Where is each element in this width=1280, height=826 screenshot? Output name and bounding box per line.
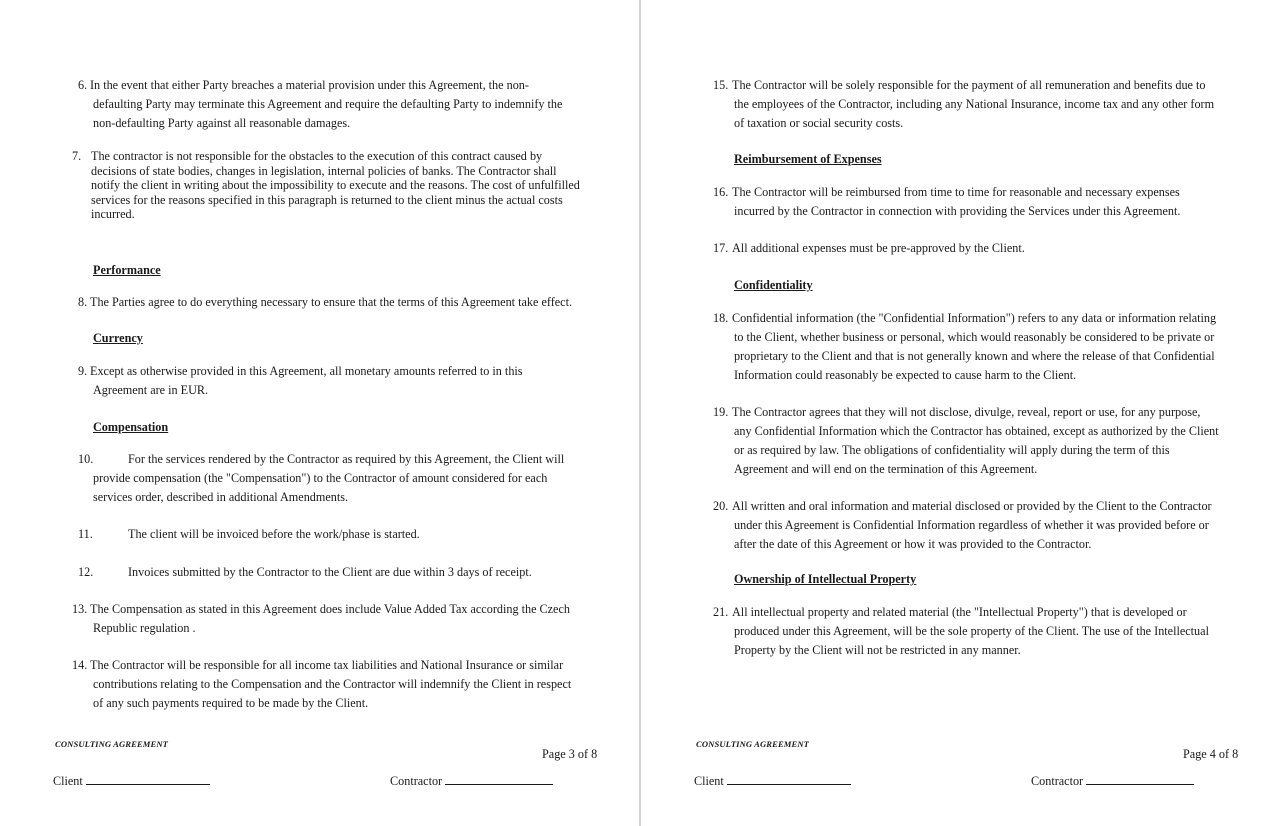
clause-number: 21. bbox=[713, 605, 729, 619]
clause-line: Invoices submitted by the Contractor to the Client are due within 3 days of receipt. bbox=[128, 565, 532, 579]
clause-line: Agreement are in EUR. bbox=[93, 383, 209, 397]
clause-line: under this Agreement is Confidential Information regardless of whether it was provided before or bbox=[734, 518, 1209, 532]
client-signature-field bbox=[53, 774, 210, 789]
clause-number: 16. bbox=[713, 185, 729, 199]
clause-line: Information could reasonably be expected to cause harm to the Client. bbox=[734, 368, 1077, 382]
clause-8 bbox=[78, 293, 572, 312]
clause-number: 18. bbox=[713, 311, 729, 325]
contractor-signature-label: Contractor bbox=[1031, 774, 1084, 788]
client-signature-field bbox=[694, 774, 851, 789]
contractor-signature-label: Contractor bbox=[390, 774, 443, 788]
clause-17 bbox=[713, 239, 1025, 258]
section-heading-reimbursement: Reimbursement of Expenses bbox=[734, 152, 882, 166]
clause-number: 14. bbox=[72, 658, 88, 672]
clause-line: defaulting Party may terminate this Agreement and require the defaulting Party to indemnify the bbox=[93, 97, 563, 111]
clause-15 bbox=[713, 76, 1214, 133]
clause-line: contributions relating to the Compensation and the Contractor will indemnify the Client in respect bbox=[93, 677, 572, 691]
clause-line: provide compensation (the "Compensation") to the Contractor of amount considered for each bbox=[93, 471, 548, 485]
clause-13 bbox=[72, 600, 570, 638]
clause-20 bbox=[713, 497, 1212, 554]
clause-line: of taxation or social security costs. bbox=[734, 116, 904, 130]
clause-line: The Compensation as stated in this Agreement does include Value Added Tax according the Czech bbox=[90, 602, 570, 616]
footer-document-label: CONSULTING AGREEMENT bbox=[696, 739, 810, 749]
clause-line: Confidential information (the "Confidential Information") refers to any data or information relating bbox=[732, 311, 1217, 325]
page-number: Page 3 of 8 bbox=[542, 747, 598, 761]
contractor-signature-field bbox=[390, 774, 553, 789]
clause-line: to the Client, whether business or personal, which would reasonably be considered to be private or bbox=[734, 330, 1215, 344]
clause-line: The contractor is not responsible for the obstacles to the execution of this contract caused by bbox=[91, 149, 543, 163]
clause-line: The Contractor will be solely responsible for the payment of all remuneration and benefits due to bbox=[732, 78, 1206, 92]
clause-number: 12. bbox=[78, 565, 94, 579]
clause-line: incurred by the Contractor in connection with providing the Services under this Agreement. bbox=[734, 204, 1181, 218]
clause-number: 9. bbox=[78, 364, 88, 378]
clause-number: 13. bbox=[72, 602, 88, 616]
section-heading-ownership: Ownership of Intellectual Property bbox=[734, 572, 917, 586]
clause-line: any Confidential Information which the Contractor has obtained, except as authorized by the Client bbox=[734, 424, 1219, 438]
clause-line: or as required by law. The obligations of confidentiality will apply during the term of this bbox=[734, 443, 1170, 457]
clause-line: of any such payments required to be made by the Client. bbox=[93, 696, 369, 710]
clause-line: services order, described in additional Amendments. bbox=[93, 490, 349, 504]
section-heading-currency: Currency bbox=[93, 331, 143, 345]
signature-line bbox=[445, 774, 553, 785]
signature-line bbox=[727, 774, 851, 785]
client-signature-label: Client bbox=[694, 774, 724, 788]
document-page-4 bbox=[641, 0, 1280, 826]
clause-line: The client will be invoiced before the work/phase is started. bbox=[128, 527, 420, 541]
clause-line: produced under this Agreement, will be the sole property of the Client. The use of the Intellectual bbox=[734, 624, 1209, 638]
clause-line: For the services rendered by the Contractor as required by this Agreement, the Client will bbox=[128, 452, 565, 466]
document-page-3 bbox=[0, 0, 639, 826]
section-heading-compensation: Compensation bbox=[93, 420, 169, 434]
clause-16 bbox=[713, 183, 1180, 221]
clause-10 bbox=[78, 450, 564, 507]
clause-number: 19. bbox=[713, 405, 729, 419]
clause-line: All written and oral information and material disclosed or provided by the Client to the Contractor bbox=[732, 499, 1212, 513]
section-heading-confidentiality: Confidentiality bbox=[734, 278, 813, 292]
clause-line: notify the client in writing about the impossibility to execute and the reasons. The cost of unfulfilled bbox=[91, 178, 580, 192]
section-heading-performance: Performance bbox=[93, 263, 161, 277]
clause-line: decisions of state bodies, changes in legislation, internal policies of banks. The Contractor shall bbox=[91, 163, 557, 178]
clause-line: Property by the Client will not be restricted in any manner. bbox=[734, 643, 1021, 657]
clause-line: In the event that either Party breaches a material provision under this Agreement, the non- bbox=[90, 78, 529, 92]
clause-line: Except as otherwise provided in this Agreement, all monetary amounts referred to in this bbox=[90, 364, 523, 378]
clause-number: 15. bbox=[713, 78, 729, 92]
clause-19 bbox=[713, 403, 1219, 479]
clause-line: the employees of the Contractor, including any National Insurance, income tax and any other form bbox=[734, 97, 1215, 111]
clause-line: The Contractor will be reimbursed from time to time for reasonable and necessary expenses bbox=[732, 185, 1180, 199]
clause-line: after the date of this Agreement or how it was provided to the Contractor. bbox=[734, 537, 1092, 551]
client-signature-label: Client bbox=[53, 774, 83, 788]
footer-document-label: CONSULTING AGREEMENT bbox=[55, 739, 169, 749]
clause-line: Republic regulation . bbox=[93, 621, 196, 635]
clause-line: All additional expenses must be pre-approved by the Client. bbox=[732, 241, 1025, 255]
clause-number: 10. bbox=[78, 452, 94, 466]
clause-line: incurred. bbox=[91, 207, 135, 221]
clause-number: 8. bbox=[78, 295, 88, 309]
clause-7 bbox=[72, 149, 580, 222]
clause-line: The Contractor agrees that they will not disclose, divulge, reveal, report or use, for any purpose, bbox=[732, 405, 1201, 419]
clause-number: 17. bbox=[713, 241, 729, 255]
clause-line: The Parties agree to do everything necessary to ensure that the terms of this Agreement take effect. bbox=[90, 295, 573, 309]
clause-line: proprietary to the Client and that is not generally known and where the release of that Confidential bbox=[734, 349, 1215, 363]
clause-line: non-defaulting Party against all reasonable damages. bbox=[93, 116, 351, 130]
clause-line: All intellectual property and related material (the "Intellectual Property") that is developed or bbox=[732, 605, 1187, 619]
clause-number: 7. bbox=[72, 149, 82, 163]
clause-number: 20. bbox=[713, 499, 729, 513]
clause-9 bbox=[78, 362, 523, 400]
clause-line: The Contractor will be responsible for all income tax liabilities and National Insurance or similar bbox=[90, 658, 564, 672]
clause-line: Agreement and will end on the termination of this Agreement. bbox=[734, 462, 1038, 476]
contractor-signature-field bbox=[1031, 774, 1194, 789]
clause-14 bbox=[72, 656, 571, 713]
clause-21 bbox=[713, 603, 1209, 660]
signature-line bbox=[1086, 774, 1194, 785]
clause-18 bbox=[713, 309, 1216, 385]
clause-number: 11. bbox=[78, 527, 93, 541]
clause-line: services for the reasons specified in this paragraph is returned to the client minus the actual costs bbox=[91, 192, 563, 207]
clause-number: 6. bbox=[78, 78, 88, 92]
page-number: Page 4 of 8 bbox=[1183, 747, 1239, 761]
clause-11 bbox=[78, 525, 420, 544]
signature-line bbox=[86, 774, 210, 785]
clause-12 bbox=[78, 563, 532, 582]
clause-6 bbox=[78, 76, 562, 133]
